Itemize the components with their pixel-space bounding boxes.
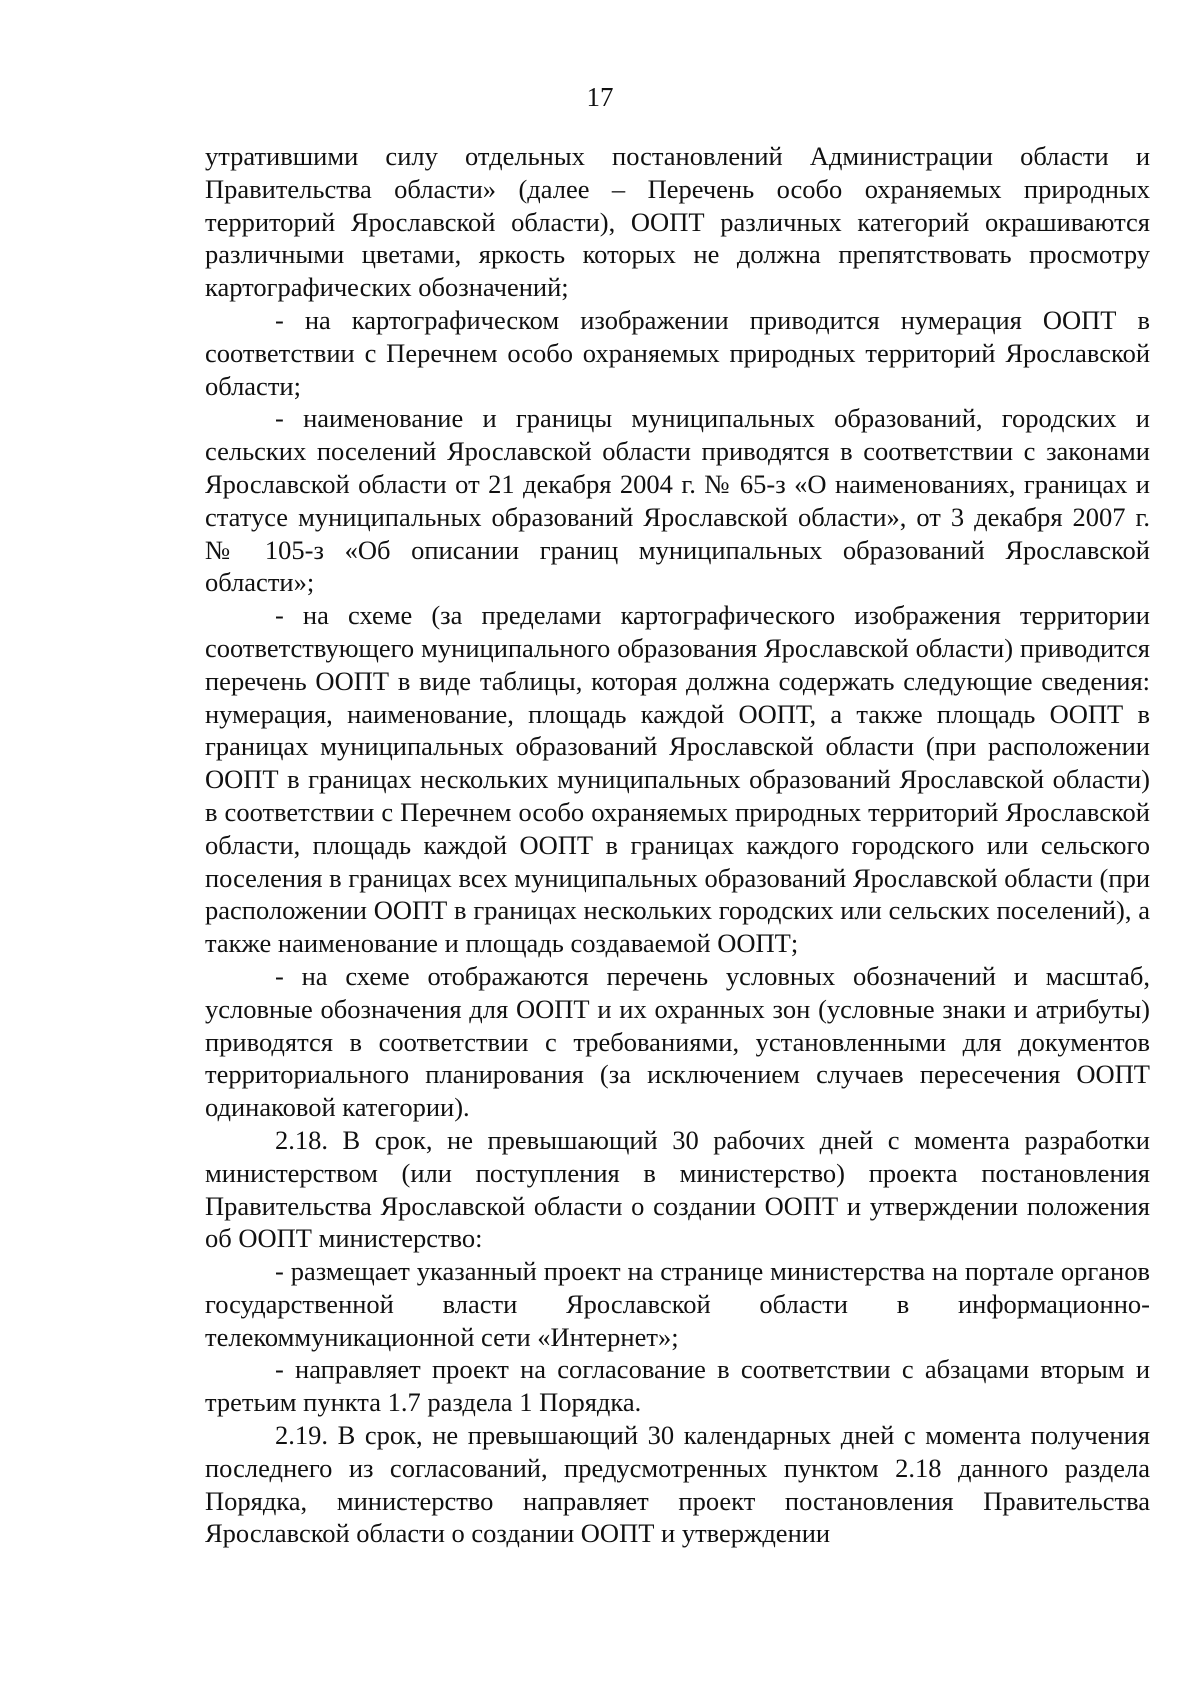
page-number: 17 bbox=[586, 82, 614, 112]
paragraph-oopt-numbering: - на картографическом изображении приводится нумерация ООПТ в соответствии с Перечнем особо охраняемых природных территорий Ярославской области; bbox=[205, 304, 1150, 401]
document-body bbox=[205, 140, 1150, 1550]
paragraph-oopt-table: - на схеме (за пределами картографического изображения территории соответствующего муниципального образования Ярославской области) приводится перечень ООПТ в виде таблицы, которая должна содержать следующие сведения: нумерация, наименование, площадь каждой ООПТ, а также площадь ООПТ в границах муниципальных образований Ярославской области (при расположении ООПТ в границах нескольких муниципальных образований Ярославской области) в соответствии с Перечнем особо охраняемых природных территорий Ярославской области, площадь каждой ООПТ в границах каждого городского или сельского поселения в границах всех муниципальных образований Ярославской области (при расположении ООПТ в границах нескольких городских или сельских поселений), а также наименование и площадь создаваемой ООПТ; bbox=[205, 600, 1150, 959]
paragraph-publish-project: - размещает указанный проект на странице министерства на портале органов государственной власти Ярославской области в информационно-телекоммуникационной сети «Интернет»; bbox=[205, 1256, 1150, 1352]
paragraph-municipal-boundaries: - наименование и границы муниципальных образований, городских и сельских поселений Ярославской области приводятся в соответствии с законами Ярославской области от 21 декабря 2004 г. № 65-з «О наименованиях, границах и статусе муниципальных образований Ярославской области», от 3 декабря 2007 г. № 105-з «Об описании границ муниципальных образований Ярославской области»; bbox=[205, 403, 1150, 598]
paragraph-clause-2-19: 2.19. В срок, не превышающий 30 календарных дней с момента получения последнего из согласований, предусмотренных пунктом 2.18 данного раздела Порядка, министерство направляет проект постановления Правительства Ярославской области о создании ООПТ и утверждении bbox=[205, 1420, 1150, 1549]
paragraph-clause-2-18: 2.18. В срок, не превышающий 30 рабочих дней с момента разработки министерством (или поступления в министерство) проекта постановления Правительства Ярославской области о создании ООПТ и утверждении положения об ООПТ министерство: bbox=[205, 1124, 1150, 1254]
paragraph-legend-scale: - на схеме отображаются перечень условных обозначений и масштаб, условные обозначения для ООПТ и их охранных зон (условные знаки и атрибуты) приводятся в соответствии с требованиями, установленными для документов территориального планирования (за исключением случаев пересечения ООПТ одинаковой категории). bbox=[205, 960, 1150, 1123]
paragraph-continuation: утратившими силу отдельных постановлений Администрации области и Правительства области» (далее – Перечень особо охраняемых природных территорий Ярославской области), ООПТ различных категорий окрашиваются различными цветами, яркость которых не должна препятствовать просмотру картографических обозначений; bbox=[205, 141, 1150, 303]
paragraph-send-approval: - направляет проект на согласование в соответствии с абзацами вторым и третьим пункта 1.7 раздела 1 Порядка. bbox=[205, 1354, 1150, 1418]
